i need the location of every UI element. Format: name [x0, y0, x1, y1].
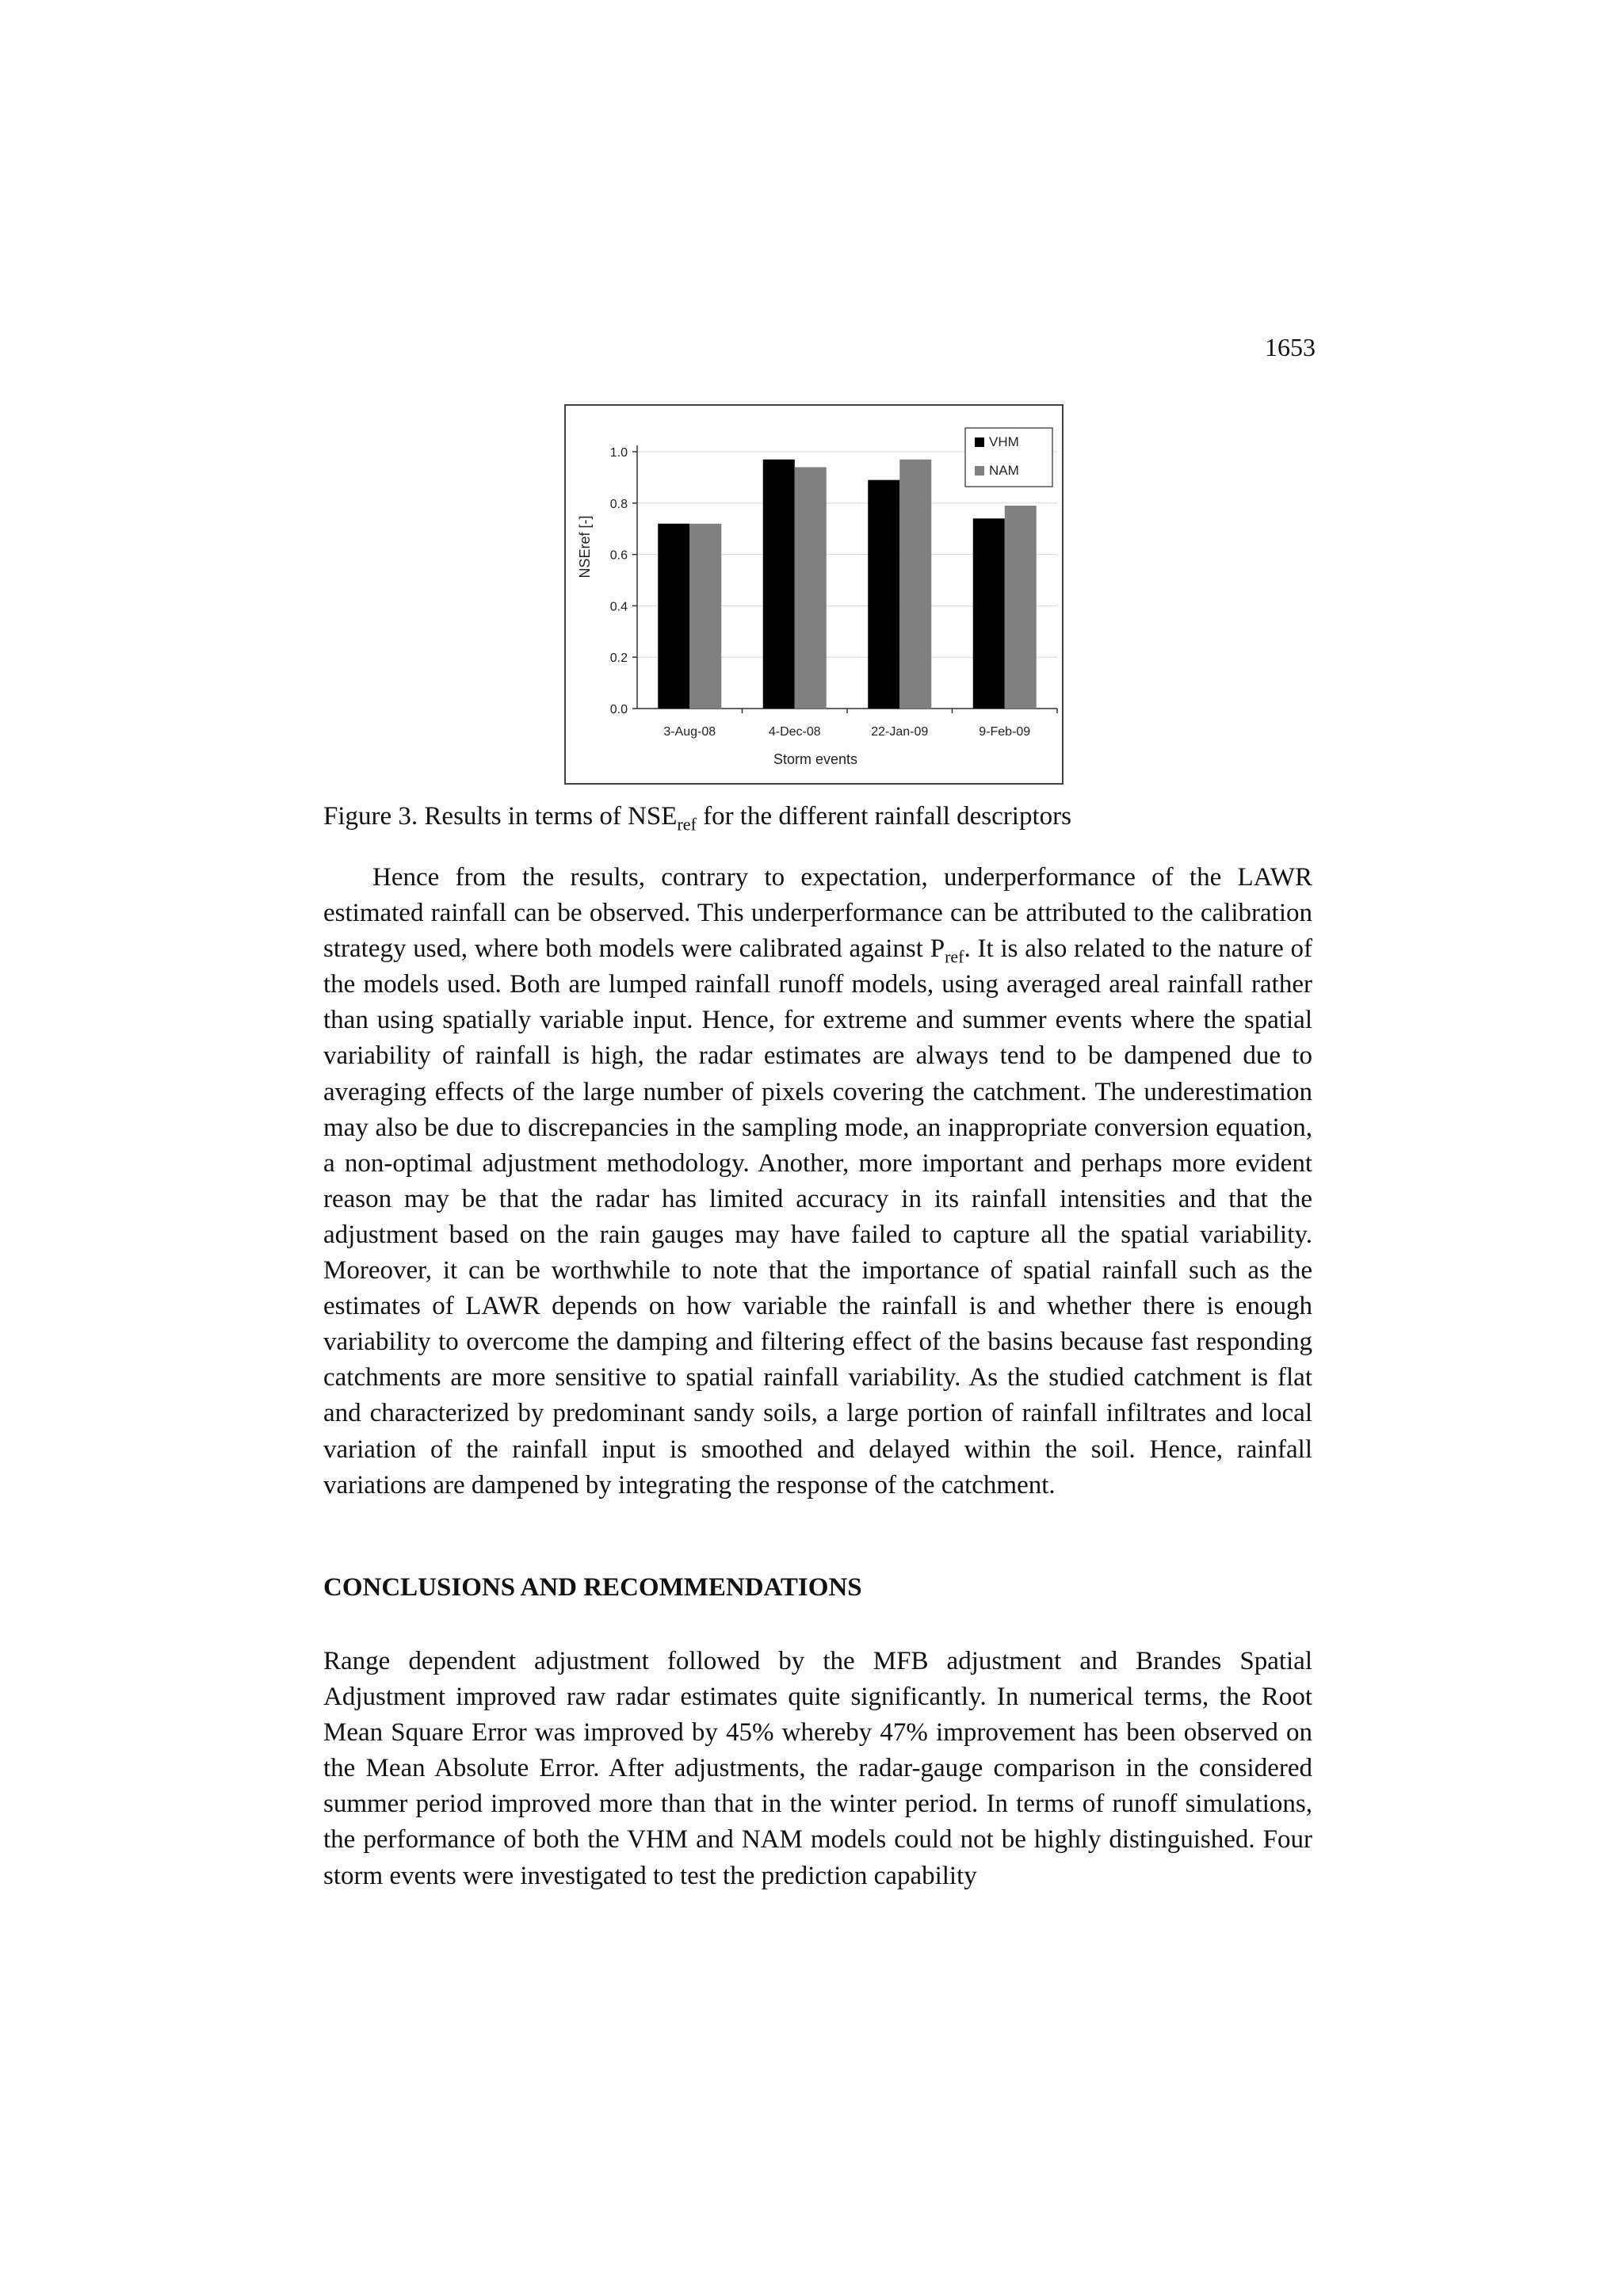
y-tick-label: 1.0: [609, 446, 628, 460]
y-tick-label: 0.8: [609, 497, 628, 511]
legend-swatch-nam: [975, 466, 984, 476]
y-axis-label: NSEref [-]: [577, 515, 593, 579]
x-axis-label: Storm events: [773, 751, 858, 767]
bar-vhm: [973, 518, 1005, 709]
x-tick-label: 22-Jan-09: [871, 725, 929, 739]
y-tick-label: 0.6: [609, 548, 628, 563]
y-tick-label: 0.4: [609, 600, 628, 614]
legend-label-nam: NAM: [989, 463, 1019, 478]
body-paragraph-1: [323, 860, 1312, 1503]
y-tick-label: 0.2: [609, 651, 628, 666]
legend-swatch-vhm: [975, 437, 984, 447]
y-tick-label: 0.0: [609, 703, 628, 716]
bar-vhm: [763, 460, 795, 709]
bar-chart-svg: [566, 406, 1062, 783]
bar-vhm: [658, 524, 689, 709]
x-tick-label: 3-Aug-08: [663, 725, 716, 739]
legend-label-vhm: VHM: [989, 434, 1019, 449]
bar-nam: [689, 524, 721, 709]
paragraph-text-cont: . It is also related to the nature of the models used. Both are lumped rainfall runoff models, using averaged areal rainfall rather than using spatially variable input. Hence, for extreme and summer events where the spatial variability of rainfall is high, the radar estimates are always tend to be dampened due to averaging effects of the large number of pixels covering the catchment. The underestimation may also be due to discrepancies in the sampling mode, an inappropriate conversion equation, a non-optimal adjustment methodology. Another, more important and perhaps more evident reason may be that the radar has limited accuracy in its rainfall intensities and that the adjustment based on the rain gauges may have failed to capture all the spatial variability. Moreover, it can be worthwhile to note that the importance of spatial rainfall such as the estimates of LAWR depends on how variable the rainfall is and whether there is enough variability to overcome the damping and filtering effect of the basins because fast responding catchments are more sensitive to spatial rainfall variability. As the studied catchment is flat and characterized by predominant sandy soils, a large portion of rainfall infiltrates and local variation of the rainfall input is smoothed and delayed within the soil. Hence, rainfall variations are dampened by integrating the response of the catchment.: [323, 934, 1312, 1499]
bar-vhm: [868, 480, 899, 709]
caption-text: Figure 3. Results in terms of NSE: [323, 802, 678, 831]
body-paragraph-2: Range dependent adjustment followed by the MFB adjustment and Brandes Spatial Adjustment improved raw radar estimates quite significantly. In numerical terms, the Root Mean Square Error was improved by 45% whereby 47% improvement has been observed on the Mean Absolute Error. After adjustments, the radar-gauge comparison in the considered summer period improved more than that in the winter period. In terms of runoff simulations, the performance of both the VHM and NAM models could not be highly distinguished. Four storm events were investigated to test the prediction capability: [323, 1647, 1312, 1890]
section-heading: CONCLUSIONS AND RECOMMENDATIONS: [323, 1573, 862, 1602]
caption-suffix: for the different rainfall descriptors: [696, 802, 1071, 831]
paragraph-subscript: ref: [945, 946, 964, 967]
bar-nam: [1005, 506, 1037, 709]
bar-nam: [899, 460, 931, 709]
x-tick-label: 9-Feb-09: [979, 725, 1031, 739]
bar-nam: [795, 467, 827, 709]
caption-subscript: ref: [677, 814, 697, 835]
page-number: 1653: [1265, 333, 1316, 361]
figure-3-chart: [564, 404, 1064, 785]
x-tick-label: 4-Dec-08: [768, 725, 821, 739]
figure-caption: [323, 802, 1314, 835]
paragraph-text: Hence from the results, contrary to expectation, underperformance of the LAWR estimated rainfall can be observed. This underperformance can be attributed to the calibration strategy used, where both models were calibrated against P: [323, 863, 1312, 964]
